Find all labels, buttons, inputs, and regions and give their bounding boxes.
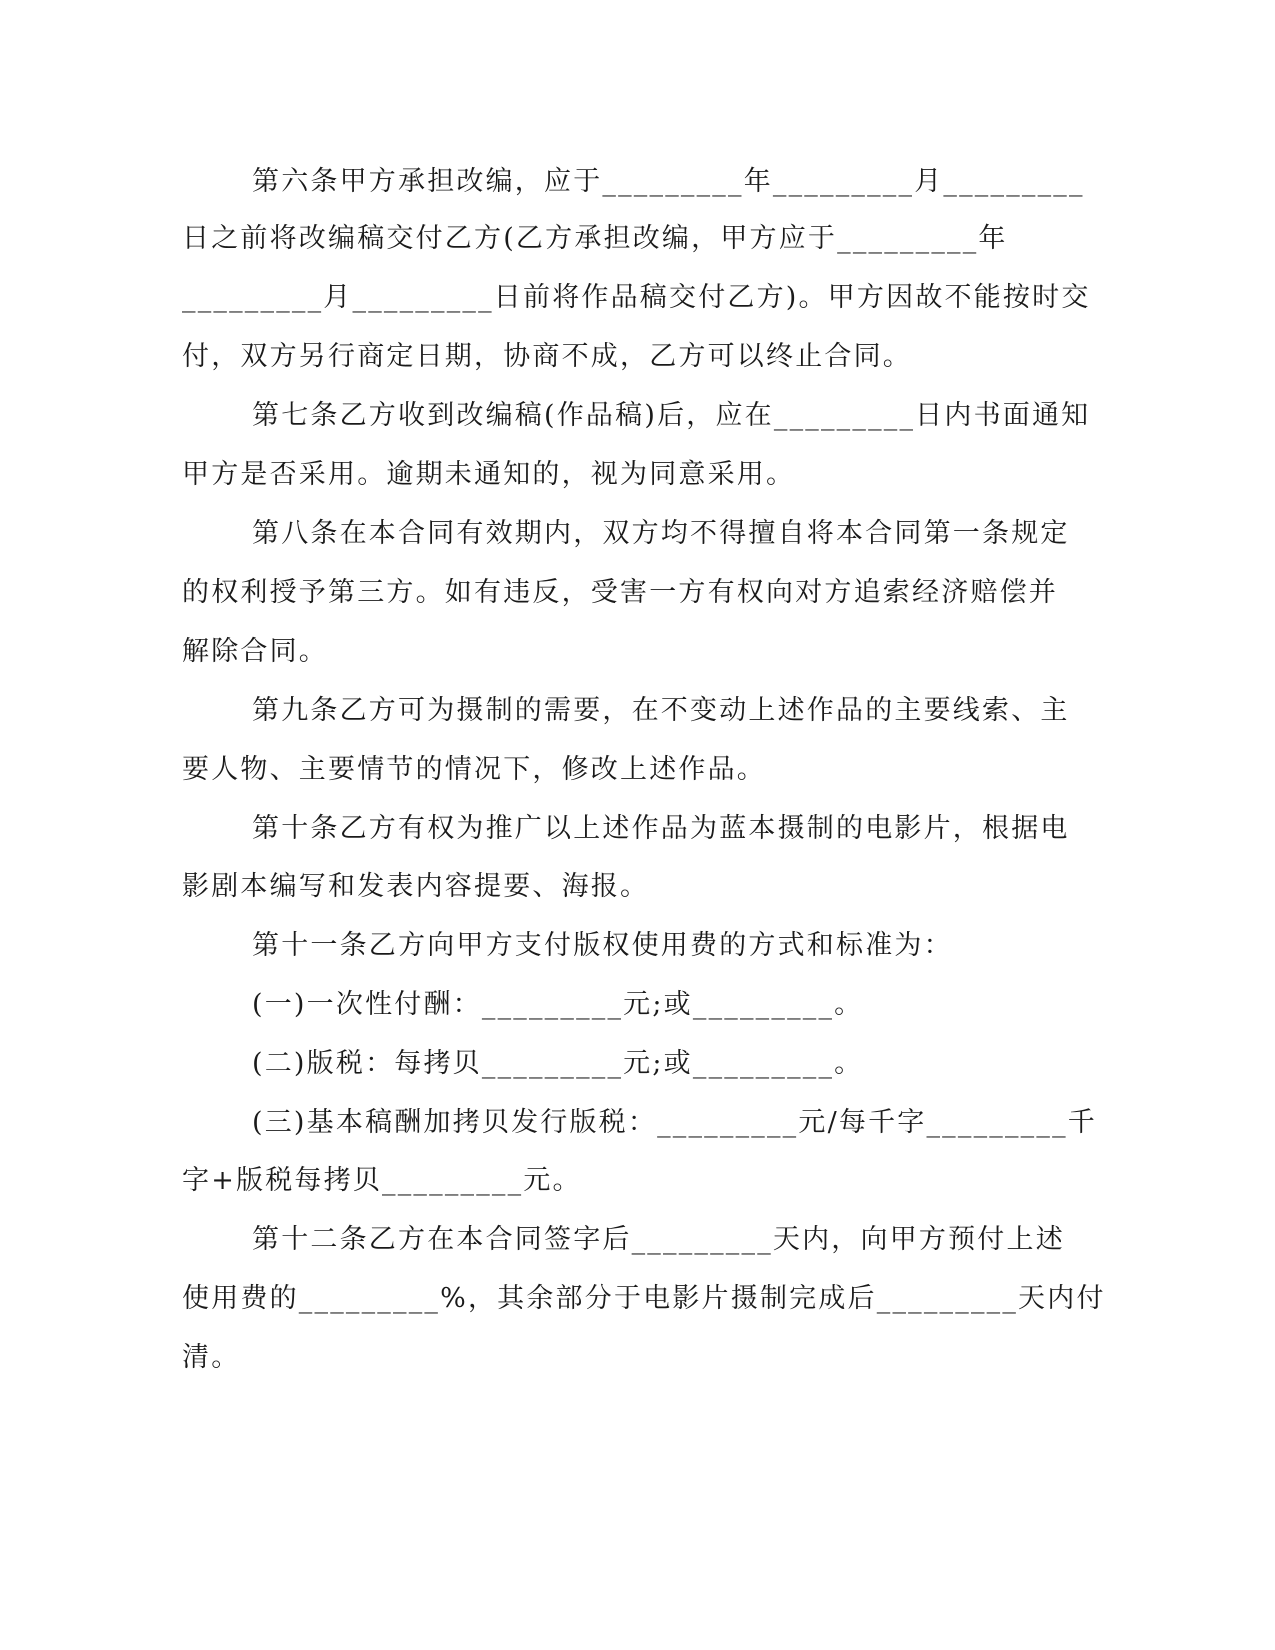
article-7-line-2: 甲方是否采用。逾期未通知的，视为同意采用。 [182, 459, 796, 490]
article-6-line-1: 第六条甲方承担改编，应于_________年_________月_________ [252, 166, 1085, 197]
article-12-line-1: 第十二条乙方在本合同签字后_________天内，向甲方预付上述 [252, 1224, 1065, 1255]
article-10-line-2: 影剧本编写和发表内容提要、海报。 [182, 871, 650, 902]
article-8-line-2: 的权利授予第三方。如有违反，受害一方有权向对方追索经济赔偿并 [182, 577, 1058, 608]
article-9-line-2: 要人物、主要情节的情况下，修改上述作品。 [182, 754, 766, 785]
article-6-line-3: _________月_________日前将作品稿交付乙方)。甲方因故不能按时交 [182, 282, 1091, 313]
article-6-line-4: 付，双方另行商定日期，协商不成，乙方可以终止合同。 [182, 341, 912, 372]
article-7-line-1: 第七条乙方收到改编稿(作品稿)后，应在_________日内书面通知 [252, 400, 1091, 431]
article-9-line-1: 第九条乙方可为摄制的需要，在不变动上述作品的主要线索、主 [252, 695, 1070, 726]
article-8-line-3: 解除合同。 [182, 636, 328, 667]
article-12-line-2: 使用费的_________%，其余部分于电影片摄制完成后_________天内付 [182, 1283, 1106, 1314]
article-12-line-3: 清。 [182, 1342, 241, 1373]
article-8-line-1: 第八条在本合同有效期内，双方均不得擅自将本合同第一条规定 [252, 518, 1070, 549]
article-11-item-2: (二)版税：每拷贝_________元;或_________。 [252, 1048, 864, 1079]
article-11-item-3-line-1: (三)基本稿酬加拷贝发行版税：_________元/每千字_________千 [252, 1107, 1097, 1138]
article-10-line-1: 第十条乙方有权为推广以上述作品为蓝本摄制的电影片，根据电 [252, 813, 1070, 844]
article-11-item-1: (一)一次性付酬：_________元;或_________。 [252, 989, 864, 1020]
article-11-heading: 第十一条乙方向甲方支付版权使用费的方式和标准为： [252, 930, 953, 961]
article-6-line-2: 日之前将改编稿交付乙方(乙方承担改编，甲方应于_________年 [182, 223, 1008, 254]
article-11-item-3-line-2: 字+版税每拷贝_________元。 [182, 1165, 582, 1196]
